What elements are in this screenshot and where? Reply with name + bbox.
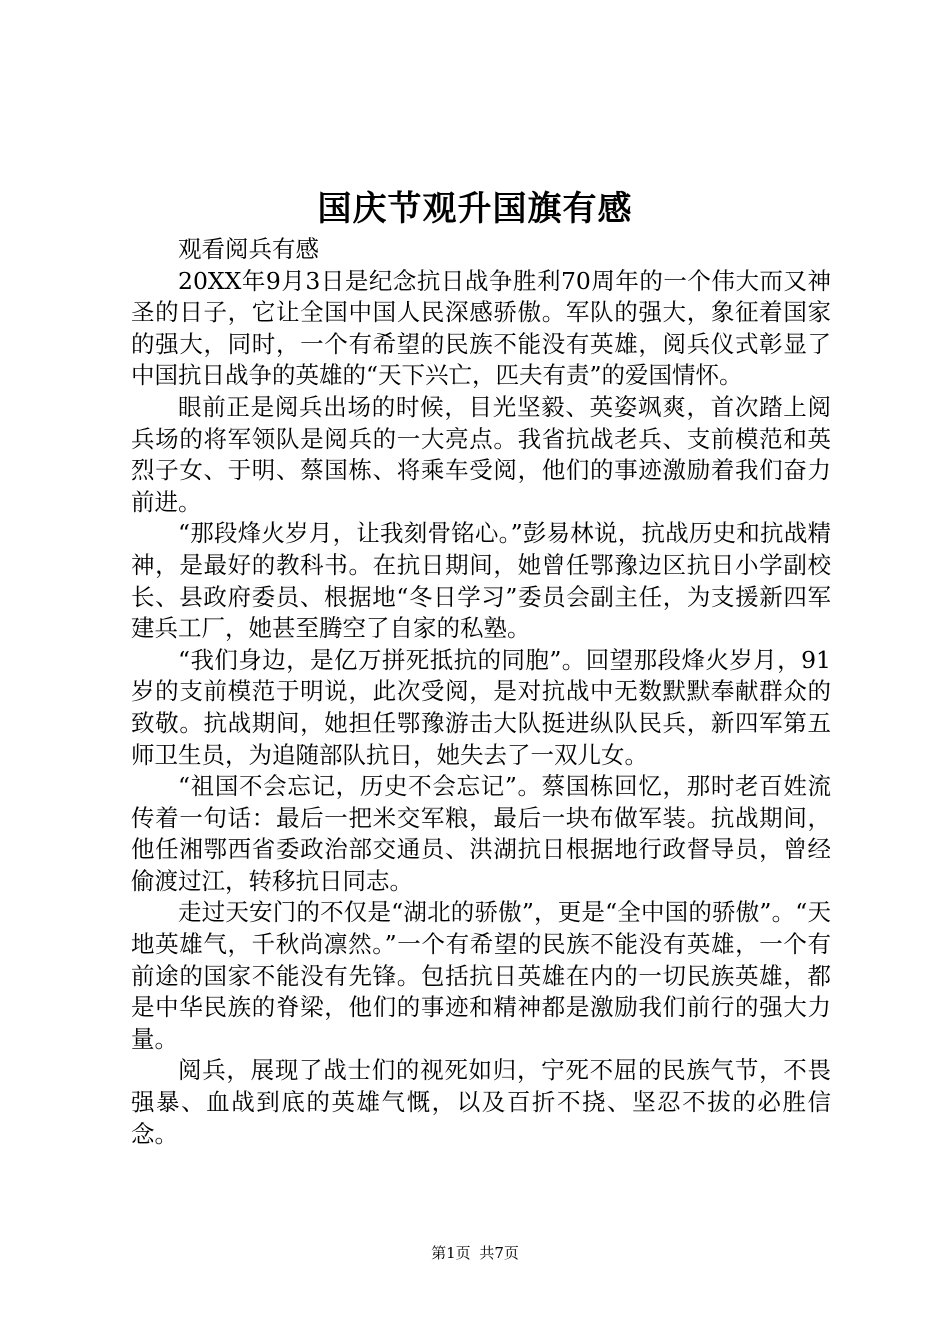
page-footer bbox=[0, 1242, 950, 1264]
paragraph-subtitle: 观看阅兵有感 bbox=[178, 235, 319, 263]
paragraph: “祖国不会忘记，历史不会忘记”。蔡国栋回忆，那时老百姓流传着一句话：最后一把米交军粮，最后一块布做军装。抗战期间，他任湘鄂西省委政治部交通员、洪湖抗日根据地行政督导员，曾经偷渡过江，转移抗日同志。 bbox=[131, 772, 831, 895]
document-body bbox=[131, 234, 831, 1150]
paragraph: “那段烽火岁月，让我刻骨铭心。”彭易林说，抗战历史和抗战精神，是最好的教科书。在抗日期间，她曾任鄂豫边区抗日小学副校长、县政府委员、根据地“冬日学习”委员会副主任，为支援新四军建兵工厂，她甚至腾空了自家的私塾。 bbox=[131, 519, 831, 643]
paragraph: 眼前正是阅兵出场的时候，目光坚毅、英姿飒爽，首次踏上阅兵场的将军领队是阅兵的一大亮点。我省抗战老兵、支前模范和英烈子女、于明、蔡国栋、将乘车受阅，他们的事迹激励着我们奋力前进。 bbox=[131, 392, 831, 516]
paragraph: 走过天安门的不仅是“湖北的骄傲”，更是“全中国的骄傲”。“天地英雄气，千秋尚凛然。”一个有希望的民族不能没有英雄，一个有前途的国家不能没有先锋。包括抗日英雄在内的一切民族英雄，都是中华民族的脊梁，他们的事迹和精神都是激励我们前行的强大力量。 bbox=[131, 898, 831, 1053]
paragraph: 阅兵，展现了战士们的视死如归，宁死不屈的民族气节，不畏强暴、血战到底的英雄气慨，以及百折不挠、坚忍不拔的必胜信念。 bbox=[131, 1056, 831, 1148]
document-title: 国庆节观升国旗有感 bbox=[317, 189, 633, 229]
paragraph: 20XX年9月3日是纪念抗日战争胜利70周年的一个伟大而又神圣的日子，它让全国中国人民深感骄傲。军队的强大，象征着国家的强大，同时，一个有希望的民族不能没有英雄，阅兵仪式彰显了中国抗日战争的英雄的“天下兴亡，匹夫有责”的爱国情怀。 bbox=[131, 266, 831, 390]
paragraph: “我们身边，是亿万拼死抵抗的同胞”。回望那段烽火岁月，91岁的支前模范于明说，此次受阅，是对抗战中无数默默奉献群众的致敬。抗战期间，她担任鄂豫游击大队挺进纵队民兵，新四军第五师卫生员，为追随部队抗日，她失去了一双儿女。 bbox=[131, 645, 831, 769]
page-number: 第1页 bbox=[431, 1244, 471, 1262]
page-total: 共7页 bbox=[479, 1244, 519, 1262]
